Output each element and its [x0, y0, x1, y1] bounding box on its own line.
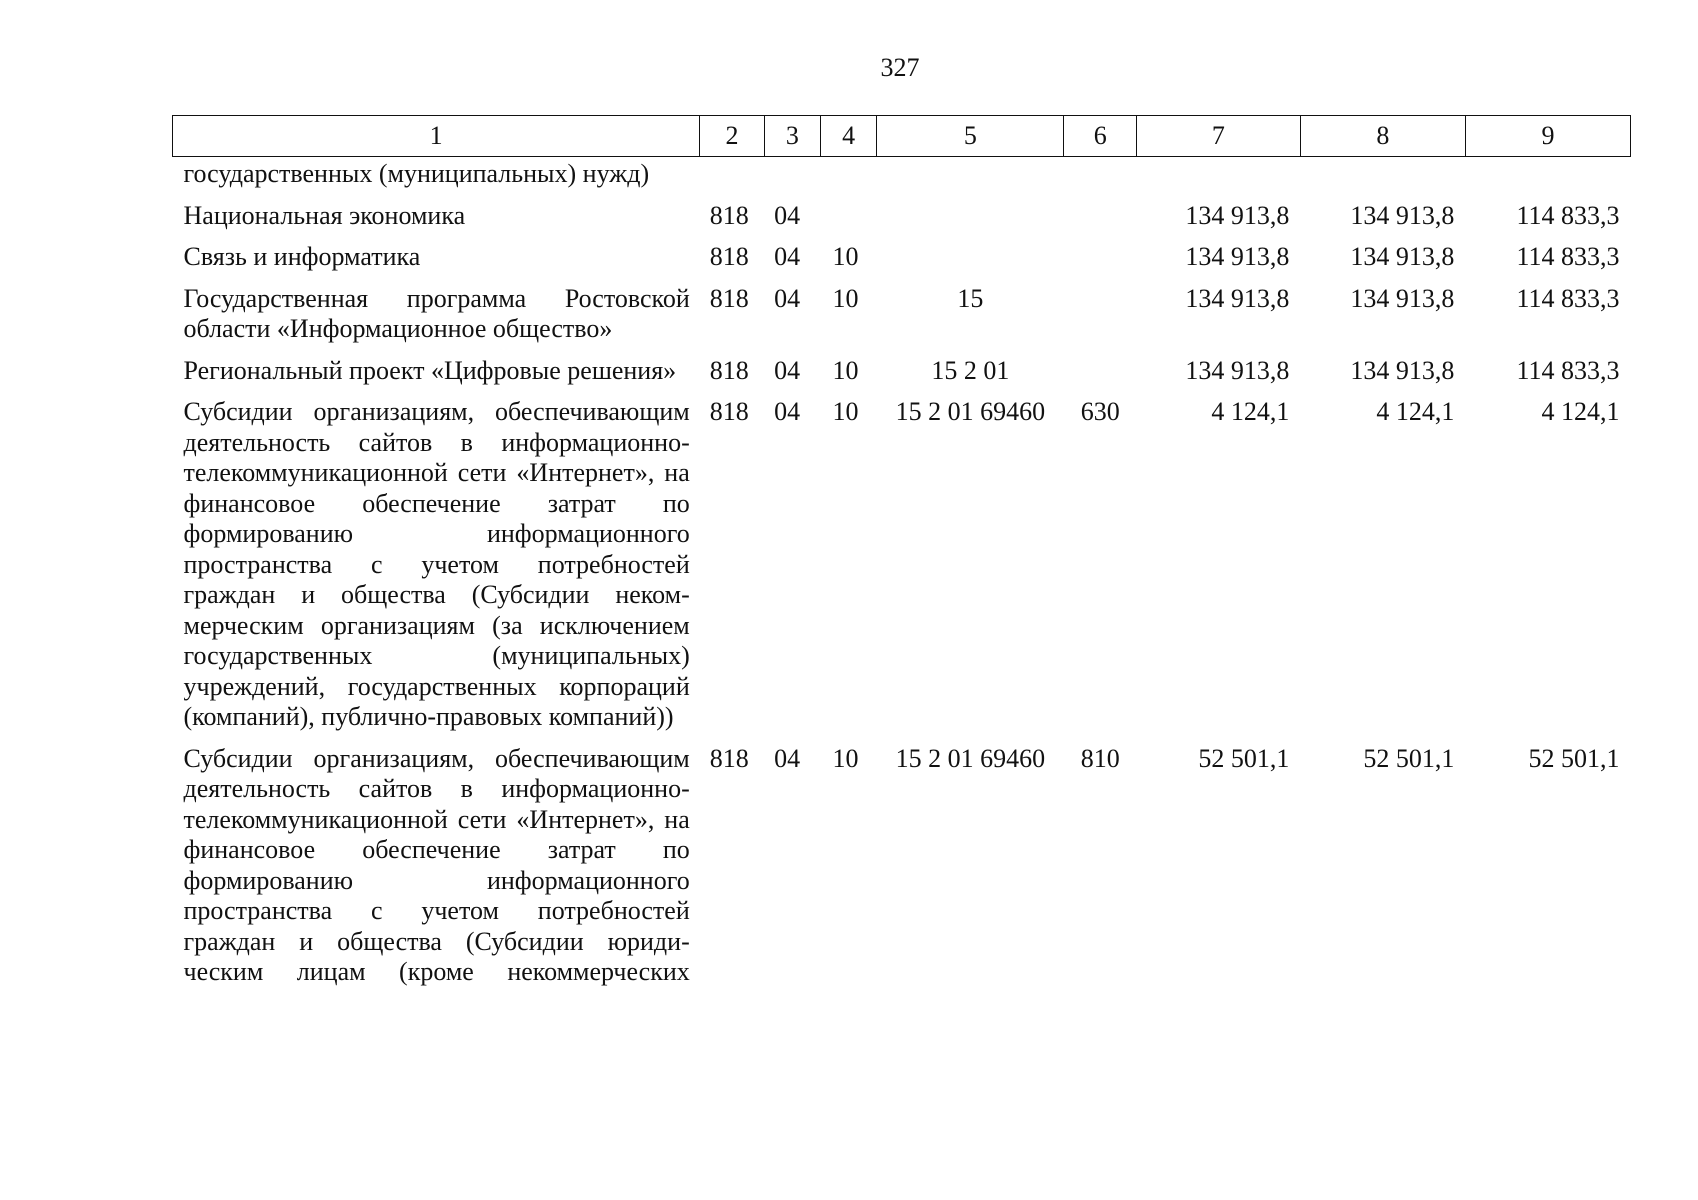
cell-col6: [1064, 356, 1136, 398]
header-cell: 8: [1300, 116, 1465, 157]
cell-col5: [877, 201, 1064, 243]
cell-col2: 818: [709, 242, 749, 271]
row-name: государственных (муниципальных) нужд): [183, 159, 650, 188]
cell-col6: 630: [1080, 397, 1120, 426]
table-row: [173, 242, 1631, 284]
cell-col7: 134 913,8: [1185, 242, 1290, 271]
table-row: [173, 284, 1631, 356]
cell-col5: [877, 157, 1064, 201]
header-cell: 3: [764, 116, 820, 157]
header-cell: 2: [700, 116, 764, 157]
cell-col7: 52 501,1: [1198, 743, 1290, 773]
cell-col6: [1064, 284, 1136, 356]
header-row: [173, 116, 1631, 157]
table-row: [173, 744, 1631, 999]
cell-col4: [820, 157, 876, 201]
cell-col3: [764, 157, 820, 201]
cell-col4: 10: [832, 397, 859, 426]
row-name: Субсидии организациям, обеспечивающим деятельность сайтов в информационно-телекоммуникационной сети «Интернет», на финансовое обеспечение затрат по формированию информационного пространства с учетом потребностей граждан и общества (Субсидии юридическим лицам (кроме некоммерческих: [183, 743, 690, 986]
cell-col3: 04: [774, 743, 801, 773]
cell-col2: 818: [709, 743, 749, 773]
cell-col6: [1064, 157, 1136, 201]
cell-col8: 134 913,8: [1350, 200, 1455, 230]
cell-col7: 4 124,1: [1211, 397, 1290, 426]
cell-col6: 810: [1080, 743, 1120, 773]
cell-col4: 10: [832, 355, 859, 385]
cell-col5: 15 2 01 69460: [895, 397, 1046, 426]
header-cell: 6: [1064, 116, 1136, 157]
row-name: Национальная экономика: [183, 200, 466, 230]
table-row: [173, 157, 1631, 201]
cell-col5: 15: [957, 283, 984, 313]
cell-col7: 134 913,8: [1185, 355, 1290, 385]
cell-col6: [1064, 242, 1136, 284]
cell-col7: 134 913,8: [1185, 283, 1290, 313]
cell-col9: 52 501,1: [1528, 743, 1620, 773]
cell-col3: 04: [774, 200, 801, 230]
cell-col3: 04: [774, 242, 801, 271]
cell-col9: [1465, 157, 1630, 201]
row-name: Субсидии организациям, обеспечивающим деятельность сайтов в информационно-телекоммуникационной сети «Интернет», на финансовое обеспечение затрат по формированию информационного пространства с учетом потребностей граждан и общества (Субсидии некоммерческим организациям (за исключением государственных (муниципальных) учреждений, государственных корпораций (компаний), публично-правовых компаний)): [183, 397, 690, 731]
table-row: [173, 356, 1631, 398]
row-name: Государственная программа Ростовской области «Информационное общество»: [183, 283, 690, 343]
cell-col3: 04: [774, 397, 801, 426]
header-cell: 1: [173, 116, 700, 157]
cell-col8: [1300, 157, 1465, 201]
cell-col4: [820, 201, 876, 243]
cell-col8: 52 501,1: [1363, 743, 1455, 773]
table-row: [173, 201, 1631, 243]
budget-table: [172, 115, 1631, 999]
cell-col8: 134 913,8: [1350, 283, 1455, 313]
cell-col7: 134 913,8: [1185, 200, 1290, 230]
table-row: [173, 397, 1631, 744]
cell-col8: 4 124,1: [1376, 397, 1455, 426]
cell-col9: 114 833,3: [1516, 242, 1620, 271]
cell-col5: [877, 242, 1064, 284]
cell-col4: 10: [832, 743, 859, 773]
cell-col4: 10: [832, 283, 859, 313]
cell-col8: 134 913,8: [1350, 355, 1455, 385]
page-number: 327: [880, 53, 920, 82]
cell-col3: 04: [774, 283, 801, 313]
cell-col2: 818: [709, 283, 749, 313]
cell-col2: 818: [709, 355, 749, 385]
cell-col5: 15 2 01 69460: [895, 743, 1046, 773]
cell-col2: 818: [709, 397, 749, 426]
cell-col5: 15 2 01: [931, 355, 1010, 385]
cell-col9: 114 833,3: [1516, 200, 1620, 230]
row-name: Связь и информатика: [183, 242, 421, 271]
cell-col6: [1064, 201, 1136, 243]
row-name: Региональный проект «Цифровые решения»: [183, 355, 677, 385]
header-cell: 9: [1465, 116, 1630, 157]
cell-col2: [700, 157, 764, 201]
cell-col2: 818: [709, 200, 749, 230]
cell-col3: 04: [774, 355, 801, 385]
cell-col8: 134 913,8: [1350, 242, 1455, 271]
cell-col4: 10: [832, 242, 859, 271]
cell-col9: 114 833,3: [1516, 355, 1620, 385]
header-cell: 4: [820, 116, 876, 157]
cell-col7: [1136, 157, 1300, 201]
cell-col9: 114 833,3: [1516, 283, 1620, 313]
header-cell: 5: [877, 116, 1064, 157]
cell-col9: 4 124,1: [1541, 397, 1620, 426]
header-cell: 7: [1136, 116, 1300, 157]
